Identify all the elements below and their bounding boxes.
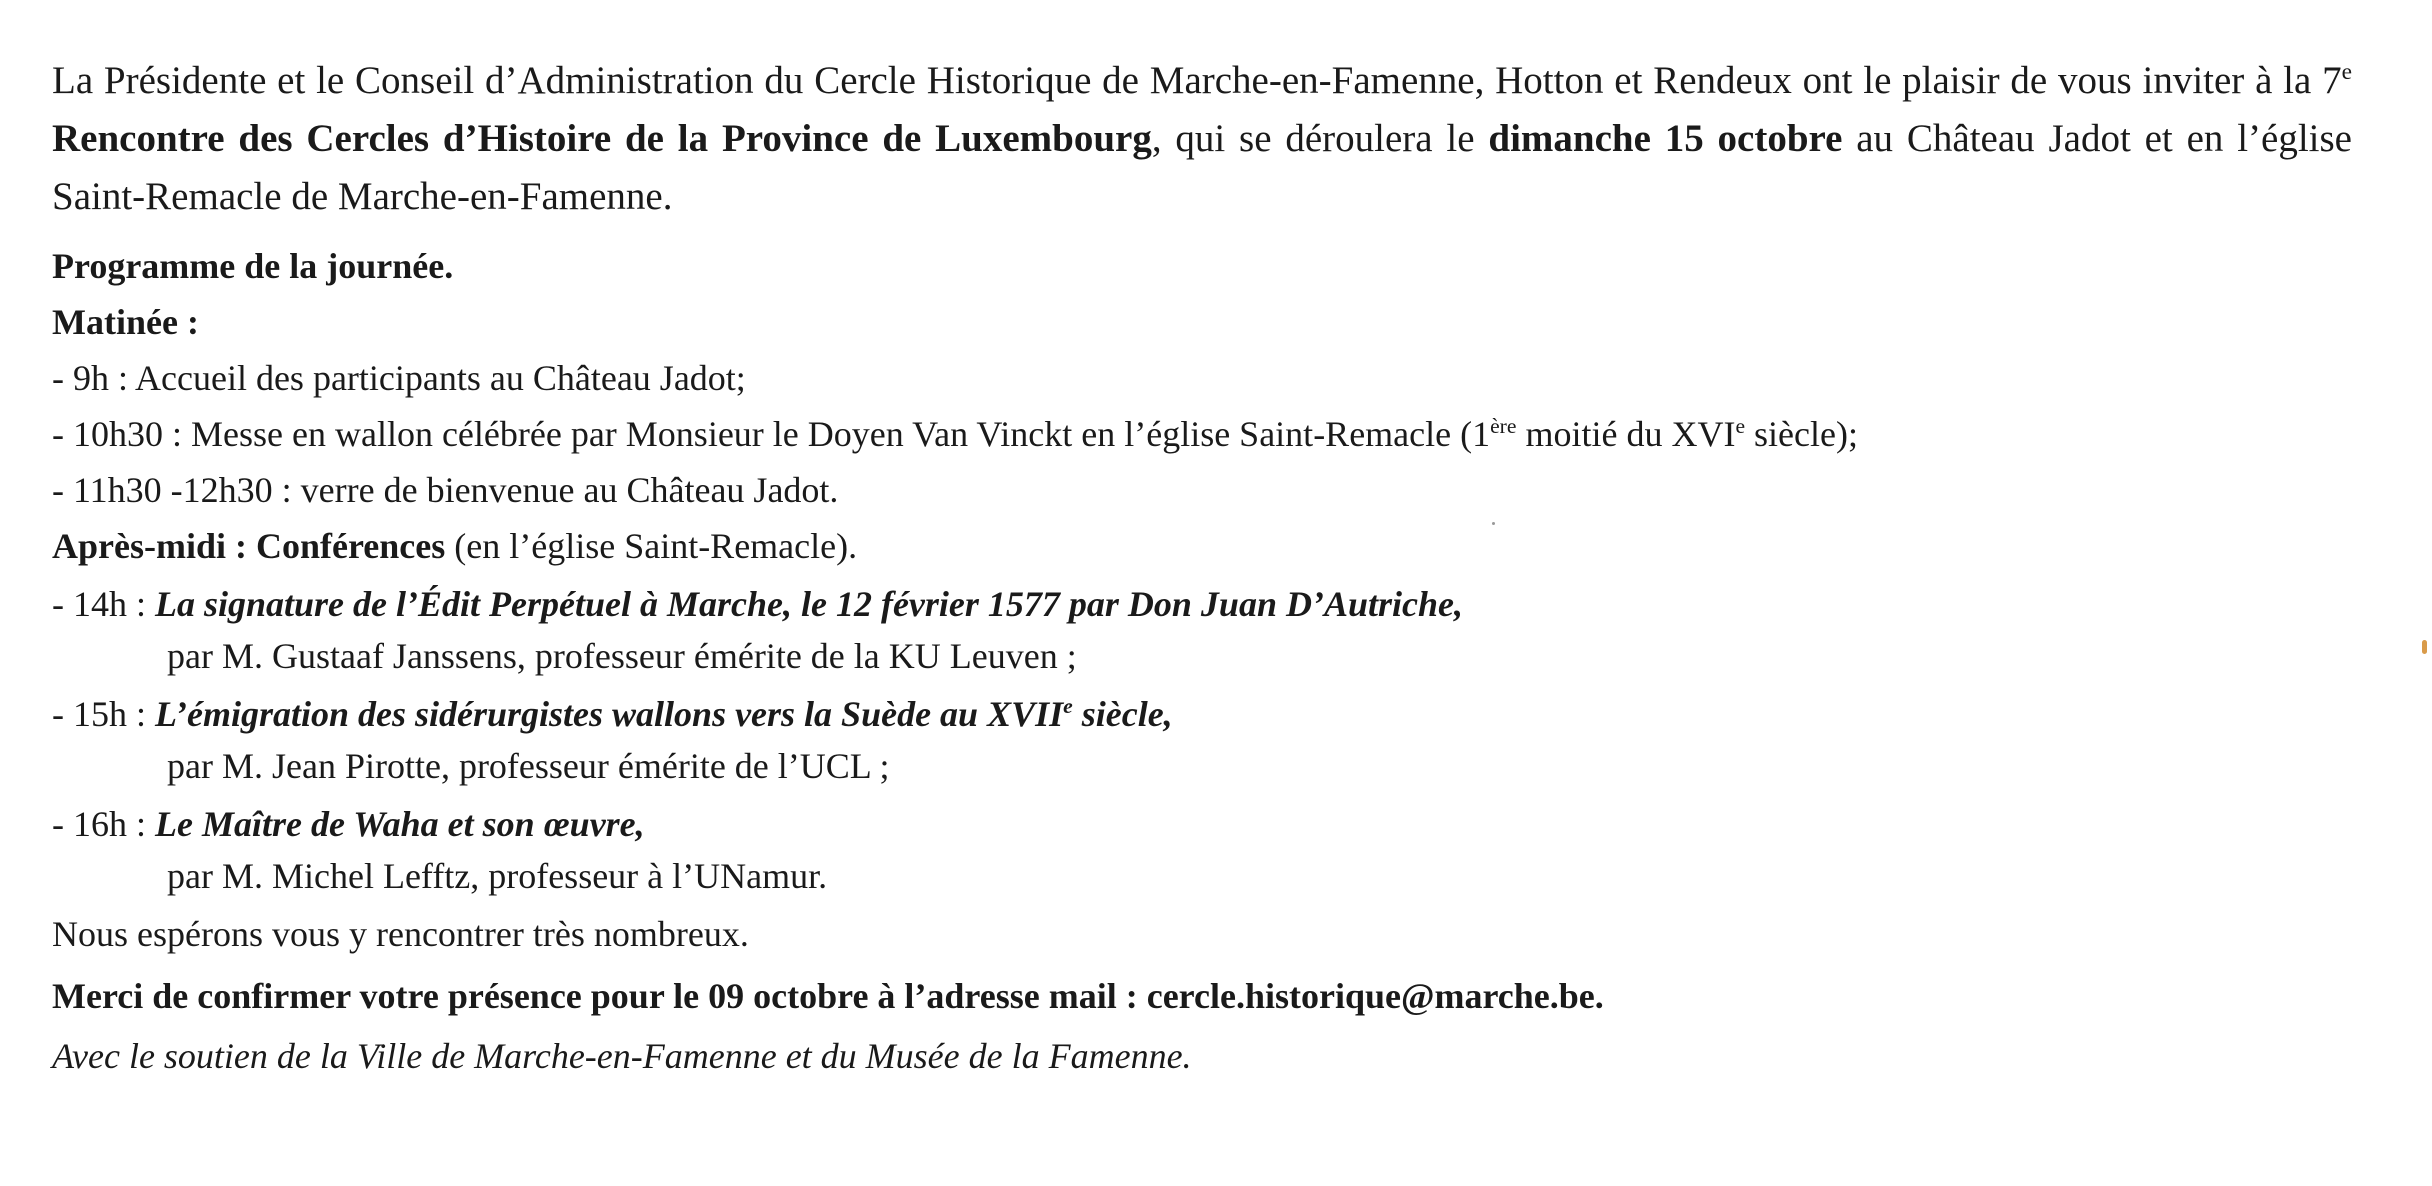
morning-item: [52, 414, 1858, 454]
morning-time: - 10h30 :: [52, 414, 191, 454]
talk-title-superscript: e: [1063, 694, 1073, 718]
invitation-document: [52, 52, 2352, 1076]
closing-support: Avec le soutien de la Ville de Marche-en-Famenne et du Musée de la Famenne.: [52, 1036, 1192, 1076]
talk-title-line: [52, 694, 1173, 734]
talk-time: - 16h :: [52, 804, 155, 844]
talk-title-line: [52, 804, 645, 844]
morning-text: Messe en wallon célébrée par Monsieur le Doyen Van Vinckt en l’église Saint-Remacle (1: [191, 414, 1491, 454]
morning-time: - 9h :: [52, 358, 136, 398]
afternoon-location: (en l’église Saint-Remacle).: [454, 526, 858, 566]
morning-superscript: ère: [1490, 414, 1517, 438]
talk-speaker: par M. Jean Pirotte, professeur émérite de l’UCL ;: [167, 746, 890, 786]
intro-paragraph: [52, 52, 2352, 226]
event-name: Rencontre des Cercles d’Histoire de la Province de Luxembourg: [52, 117, 1152, 160]
morning-item: [52, 358, 746, 398]
morning-time: - 11h30 -12h30 :: [52, 470, 301, 510]
programme-heading: Programme de la journée.: [52, 246, 454, 286]
talk-title-line: [52, 584, 1463, 624]
talk-time: - 15h :: [52, 694, 155, 734]
talk-speaker: par M. Gustaaf Janssens, professeur émérite de la KU Leuven ;: [167, 636, 1077, 676]
intro-text-2: , qui se déroulera le: [1151, 117, 1489, 160]
closing-hope: Nous espérons vous y rencontrer très nombreux.: [52, 914, 749, 954]
morning-superscript: e: [1735, 414, 1746, 438]
afternoon-heading-line: [52, 526, 857, 566]
talk-title: Le Maître de Waha et son œuvre,: [155, 804, 645, 844]
afternoon-title: Conférences: [255, 526, 446, 566]
intro-superscript: e: [2341, 59, 2352, 85]
event-date: dimanche 15 octobre: [1488, 117, 1843, 160]
talk-speaker: par M. Michel Lefftz, professeur à l’UNamur.: [167, 856, 828, 896]
morning-item: [52, 470, 838, 510]
intro-text-1: La Présidente et le Conseil d’Administration du Cercle Historique de Marche-en-Famenne, Hotton et Rendeux ont le plaisir de vous inviter à la 7: [52, 59, 2342, 102]
talk-title: La signature de l’Édit Perpétuel à Marche, le 12 février 1577 par Don Juan D’Autriche,: [155, 584, 1463, 624]
paper-speck: [2422, 640, 2427, 654]
morning-text: moitié du XVI: [1516, 414, 1736, 454]
intro-text-3: au Château Jadot et en l’église Saint-Remacle de Marche-en-Famenne.: [52, 117, 2352, 218]
paper-dot: [1492, 522, 1495, 525]
morning-heading: Matinée :: [52, 302, 199, 342]
morning-text: siècle);: [1745, 414, 1858, 454]
talk-title: L’émigration des sidérurgistes wallons vers la Suède au XVII: [155, 694, 1064, 734]
talk-title: siècle,: [1072, 694, 1173, 734]
talk-time: - 14h :: [52, 584, 155, 624]
afternoon-heading: Après-midi :: [52, 526, 247, 566]
morning-text: Accueil des participants au Château Jadot;: [135, 358, 746, 398]
closing-confirm: Merci de confirmer votre présence pour le 09 octobre à l’adresse mail : cercle.historique@marche.be.: [52, 976, 1604, 1016]
morning-text: verre de bienvenue au Château Jadot.: [300, 470, 839, 510]
